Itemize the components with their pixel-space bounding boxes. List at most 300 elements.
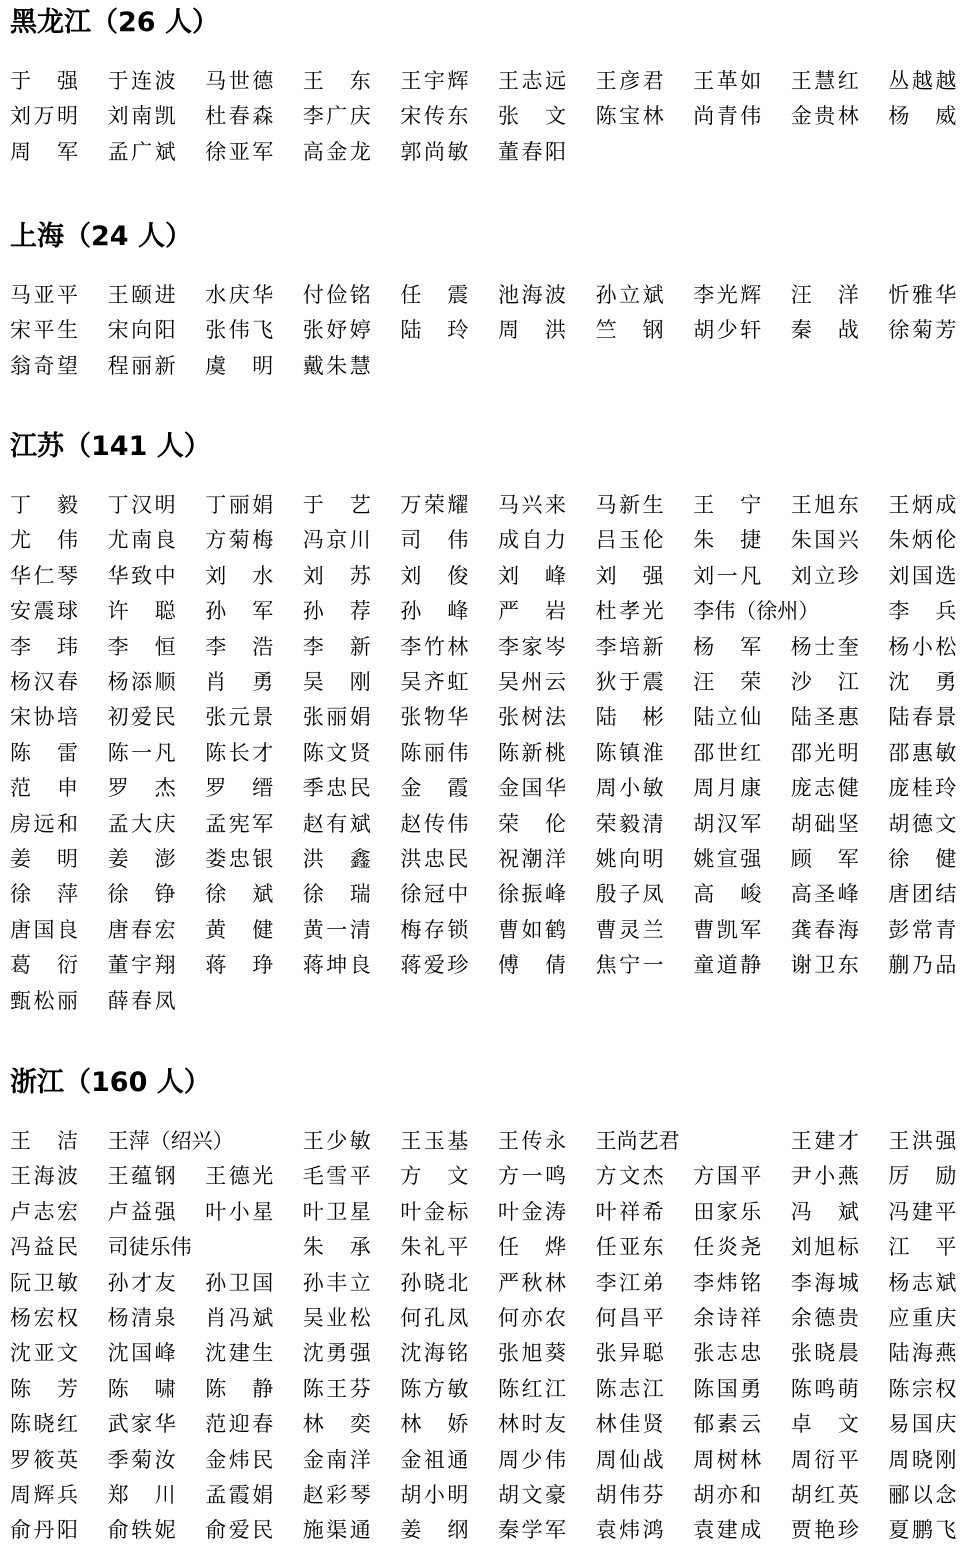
name-entry: 余 诗 祥 [693, 1306, 762, 1330]
name-entry: 袁 建 成 [693, 1518, 762, 1543]
name-entry: 易 国 庆 [888, 1412, 957, 1437]
name-entry: 严 岩 [498, 599, 566, 624]
name-entry: 叶 祥 希 [595, 1199, 664, 1224]
name-entry: 蒯 乃 品 [888, 953, 957, 978]
name-entry: 杨 威 [888, 104, 957, 129]
name-entry: 刘 苏 [302, 563, 371, 588]
name-entry: 朱 礼 平 [400, 1235, 469, 1260]
name-entry: 陈 芳 [10, 1376, 78, 1401]
name-entry: 司 伟 [400, 528, 469, 553]
name-entry: 王 玉 基 [400, 1129, 469, 1153]
name-entry: 张 妤 婷 [302, 318, 371, 343]
name-entry: 周 军 [10, 139, 78, 164]
name-entry: 罗 杰 [107, 776, 176, 801]
name-entry: 郁 素 云 [693, 1412, 762, 1437]
name-entry: 宋 协 培 [10, 705, 78, 730]
name-entry: 周 小 敏 [595, 776, 664, 801]
name-entry: 蒋 琤 [205, 953, 274, 978]
name-entry: 徐 瑞 [302, 882, 371, 907]
name-entry: 张 丽 娟 [302, 705, 371, 730]
name-entry: 万 荣 耀 [400, 493, 469, 517]
name-entry: 阮 卫 敏 [10, 1270, 78, 1295]
name-entry: 林 娇 [400, 1412, 469, 1437]
name-entry: 傅 倩 [498, 953, 566, 978]
name-entry: 姜 明 [10, 847, 78, 871]
name-entry: 余 德 贵 [790, 1306, 859, 1330]
name-entry: 孙 丰 立 [302, 1270, 371, 1295]
name-entry: 陈 宝 林 [595, 104, 664, 129]
name-entry: 孙 军 [205, 599, 274, 624]
name-entry: 贾 艳 珍 [790, 1518, 859, 1543]
name-entry: 田 家 乐 [693, 1199, 762, 1224]
name-entry: 许 聪 [107, 599, 176, 624]
name-entry: 陈 丽 伟 [400, 740, 469, 765]
name-entry: 于 连 波 [107, 69, 176, 93]
name-entry: 周 洪 [498, 318, 566, 343]
name-entry: 任 炎 尧 [693, 1235, 762, 1260]
name-entry: 俞 轶 妮 [107, 1518, 176, 1543]
name-entry: 陈 晓 红 [10, 1412, 78, 1437]
name-entry: 肖 勇 [205, 670, 274, 694]
name-entry: 王 慧 红 [790, 69, 859, 93]
name-entry: 武 家 华 [107, 1412, 176, 1437]
name-entry: 孟 广 斌 [107, 139, 176, 164]
name-entry: 吴 业 松 [302, 1306, 371, 1330]
name-entry: 胡 文 豪 [498, 1483, 566, 1507]
name-entry: 秦 战 [790, 318, 859, 343]
name-entry: 王 洪 强 [888, 1129, 957, 1153]
name-entry: 董 宇 翔 [107, 953, 176, 978]
name-entry: 殷 子 凤 [595, 882, 664, 907]
name-entry: 唐 春 宏 [107, 917, 176, 942]
name-entry: 杨 士 奎 [790, 634, 859, 659]
name-entry: 任 震 [400, 283, 469, 307]
name-entry: 王 革 如 [693, 69, 762, 93]
name-entry: 马 兴 来 [498, 493, 566, 517]
name-entry: 虞 明 [205, 353, 274, 378]
name-entry: 任 亚 东 [595, 1235, 664, 1260]
name-entry: 尚 青 伟 [693, 104, 762, 129]
name-entry: 杨 添 顺 [107, 670, 176, 694]
name-entry: 陆 海 燕 [888, 1341, 957, 1366]
name-entry: 马 新 生 [595, 493, 664, 517]
name-entry: 季 忠 民 [302, 776, 371, 801]
name-entry: 杨 宏 权 [10, 1306, 78, 1330]
name-entry: 李 伟 （ 徐 州 ） [693, 599, 820, 624]
name-entry: 冯 斌 [790, 1199, 859, 1224]
name-entry: 王 德 光 [205, 1164, 274, 1189]
name-entry: 施 渠 通 [302, 1518, 371, 1543]
name-entry: 陈 镇 淮 [595, 740, 664, 765]
name-entry: 王 宇 辉 [400, 69, 469, 93]
name-entry: 陆 玲 [400, 318, 469, 343]
name-entry: 陈 红 江 [498, 1376, 566, 1401]
name-entry: 李 新 [302, 634, 371, 659]
name-entry: 赵 彩 琴 [302, 1483, 371, 1507]
name-entry: 竺 钢 [595, 318, 664, 343]
name-entry: 于 强 [10, 69, 78, 93]
name-entry: 罗 筱 英 [10, 1447, 78, 1472]
name-entry: 何 昌 平 [595, 1306, 664, 1330]
name-entry: 刘 水 [205, 563, 274, 588]
name-entry: 孙 卫 国 [205, 1270, 274, 1295]
name-entry: 蒋 坤 良 [302, 953, 371, 978]
name-entry: 胡 红 英 [790, 1483, 859, 1507]
name-entry: 刘 峰 [498, 563, 566, 588]
name-entry: 方 文 杰 [595, 1164, 664, 1189]
name-entry: 沈 勇 强 [302, 1341, 371, 1366]
name-entry: 陆 立 仙 [693, 705, 762, 730]
name-entry: 季 菊 汝 [107, 1447, 176, 1472]
name-entry: 洪 鑫 [302, 847, 371, 871]
name-entry: 甄 松 丽 [10, 988, 78, 1013]
section-heading: 江苏（141 人） [10, 431, 211, 462]
name-entry: 孙 荐 [302, 599, 371, 624]
name-entry: 刘 强 [595, 563, 664, 588]
name-entry: 李 兵 [888, 599, 957, 624]
name-entry: 董 春 阳 [498, 139, 566, 164]
name-entry: 王 传 永 [498, 1129, 566, 1153]
name-entry: 朱 国 兴 [790, 528, 859, 553]
name-entry: 李 竹 林 [400, 634, 469, 659]
name-entry: 金 祖 通 [400, 1447, 469, 1472]
name-entry: 程 丽 新 [107, 353, 176, 378]
name-entry: 金 炜 民 [205, 1447, 274, 1472]
name-entry: 杜 春 森 [205, 104, 274, 129]
name-entry: 秦 学 军 [498, 1518, 566, 1543]
name-entry: 卢 益 强 [107, 1199, 176, 1224]
name-entry: 梅 存 锁 [400, 917, 469, 942]
name-entry: 吴 州 云 [498, 670, 566, 694]
name-entry: 周 少 伟 [498, 1447, 566, 1472]
name-entry: 王 东 [302, 69, 371, 93]
name-entry: 吴 刚 [302, 670, 371, 694]
name-entry: 张 晓 晨 [790, 1341, 859, 1366]
name-entry: 夏 鹏 飞 [888, 1518, 957, 1543]
name-entry: 卢 志 宏 [10, 1199, 78, 1224]
name-entry: 袁 炜 鸿 [595, 1518, 664, 1543]
name-entry: 焦 宁 一 [595, 953, 664, 978]
name-entry: 邵 光 明 [790, 740, 859, 765]
name-entry: 庞 桂 玲 [888, 776, 957, 801]
name-entry: 陈 国 勇 [693, 1376, 762, 1401]
name-entry: 徐 菊 芳 [888, 318, 957, 343]
name-entry: 娄 忠 银 [205, 847, 274, 871]
name-entry: 高 峻 [693, 882, 762, 907]
section-heading: 浙江（160 人） [10, 1067, 211, 1098]
name-entry: 张 树 法 [498, 705, 566, 730]
name-entry: 王 旭 东 [790, 493, 859, 517]
name-entry: 童 道 静 [693, 953, 762, 978]
name-entry: 李 海 城 [790, 1270, 859, 1295]
name-entry: 胡 础 坚 [790, 811, 859, 836]
name-entry: 蒋 爱 珍 [400, 953, 469, 978]
name-entry: 安 震 球 [10, 599, 78, 624]
name-entry: 曹 如 鹤 [498, 917, 566, 942]
name-entry: 孙 立 斌 [595, 283, 664, 307]
name-entry: 刘 立 珍 [790, 563, 859, 588]
name-entry: 孟 霞 娟 [205, 1483, 274, 1507]
name-entry: 汪 洋 [790, 283, 859, 307]
name-entry: 吕 玉 伦 [595, 528, 664, 553]
name-entry: 任 烨 [498, 1235, 566, 1260]
name-entry: 李 家 岑 [498, 634, 566, 659]
name-entry: 徐 冠 中 [400, 882, 469, 907]
name-entry: 王 蕴 钢 [107, 1164, 176, 1189]
name-entry: 李 培 新 [595, 634, 664, 659]
name-entry: 王 炳 成 [888, 493, 957, 517]
name-entry: 徐 亚 军 [205, 139, 274, 164]
name-entry: 张 异 聪 [595, 1341, 664, 1366]
name-entry: 金 霞 [400, 776, 469, 801]
name-entry: 池 海 波 [498, 283, 566, 307]
name-entry: 彭 常 青 [888, 917, 957, 942]
name-entry: 胡 汉 军 [693, 811, 762, 836]
name-entry: 付 俭 铭 [302, 283, 371, 307]
name-entry: 戴 朱 慧 [302, 353, 371, 378]
name-entry: 杨 志 斌 [888, 1270, 957, 1295]
name-entry: 杨 军 [693, 634, 762, 659]
name-entry: 陈 鸣 萌 [790, 1376, 859, 1401]
name-entry: 于 艺 [302, 493, 371, 517]
name-entry: 金 南 洋 [302, 1447, 371, 1472]
name-entry: 孙 才 友 [107, 1270, 176, 1295]
name-entry: 叶 金 标 [400, 1199, 469, 1224]
name-entry: 陈 宗 权 [888, 1376, 957, 1401]
name-entry: 孟 大 庆 [107, 811, 176, 836]
name-entry: 徐 健 [888, 847, 957, 871]
name-entry: 初 爱 民 [107, 705, 176, 730]
name-entry: 陈 志 江 [595, 1376, 664, 1401]
name-entry: 周 辉 兵 [10, 1483, 78, 1507]
name-entry: 邵 惠 敏 [888, 740, 957, 765]
name-entry: 王 萍 （ 绍 兴 ） [107, 1129, 234, 1153]
name-entry: 姜 纲 [400, 1518, 469, 1543]
name-entry: 陈 方 敏 [400, 1376, 469, 1401]
name-entry: 徐 萍 [10, 882, 78, 907]
name-entry: 何 亦 农 [498, 1306, 566, 1330]
name-entry: 唐 国 良 [10, 917, 78, 942]
name-entry: 姚 向 明 [595, 847, 664, 871]
name-entry: 宋 平 生 [10, 318, 78, 343]
name-entry: 毛 雪 平 [302, 1164, 371, 1189]
name-entry: 李 炜 铭 [693, 1270, 762, 1295]
name-entry: 孟 宪 军 [205, 811, 274, 836]
name-entry: 庞 志 健 [790, 776, 859, 801]
name-entry: 沈 勇 [888, 670, 957, 694]
name-entry: 朱 炳 伦 [888, 528, 957, 553]
name-entry: 张 旭 葵 [498, 1341, 566, 1366]
name-entry: 王 海 波 [10, 1164, 78, 1189]
name-entry: 应 重 庆 [888, 1306, 957, 1330]
section-heading: 上海（24 人） [10, 221, 192, 252]
name-entry: 方 国 平 [693, 1164, 762, 1189]
name-entry: 曹 凯 军 [693, 917, 762, 942]
name-entry: 孙 晓 北 [400, 1270, 469, 1295]
name-entry: 成 自 力 [498, 528, 566, 553]
name-entry: 李 浩 [205, 634, 274, 659]
name-entry: 胡 德 文 [888, 811, 957, 836]
name-entry: 马 世 德 [205, 69, 274, 93]
name-entry: 邵 世 红 [693, 740, 762, 765]
name-entry: 张 物 华 [400, 705, 469, 730]
name-entry: 朱 捷 [693, 528, 762, 553]
name-entry: 叶 小 星 [205, 1199, 274, 1224]
name-entry: 俞 爱 民 [205, 1518, 274, 1543]
name-entry: 王 少 敏 [302, 1129, 371, 1153]
name-entry: 胡 小 明 [400, 1483, 469, 1507]
name-entry: 唐 团 结 [888, 882, 957, 907]
name-entry: 沈 海 铭 [400, 1341, 469, 1366]
name-entry: 周 树 林 [693, 1447, 762, 1472]
name-entry: 江 平 [888, 1235, 957, 1260]
name-entry: 周 仙 战 [595, 1447, 664, 1472]
name-entry: 徐 振 峰 [498, 882, 566, 907]
name-entry: 罗 缙 [205, 776, 274, 801]
name-entry: 张 元 景 [205, 705, 274, 730]
name-entry: 王 洁 [10, 1129, 78, 1153]
name-entry: 华 仁 琴 [10, 563, 78, 588]
name-entry: 朱 承 [302, 1235, 371, 1260]
name-entry: 方 一 鸣 [498, 1164, 566, 1189]
name-entry: 宋 传 东 [400, 104, 469, 129]
name-entry: 杨 汉 春 [10, 670, 78, 694]
name-entry: 王 颐 进 [107, 283, 176, 307]
name-entry: 姜 澎 [107, 847, 176, 871]
name-entry: 刘 南 凯 [107, 104, 176, 129]
name-entry: 陆 春 景 [888, 705, 957, 730]
name-entry: 王 志 远 [498, 69, 566, 93]
name-entry: 尤 伟 [10, 528, 78, 553]
name-entry: 房 远 和 [10, 811, 78, 836]
name-entry: 陈 雷 [10, 740, 78, 765]
name-entry: 狄 于 震 [595, 670, 664, 694]
name-entry: 张 伟 飞 [205, 318, 274, 343]
name-entry: 王 宁 [693, 493, 762, 517]
name-entry: 陈 一 凡 [107, 740, 176, 765]
name-entry: 胡 少 轩 [693, 318, 762, 343]
name-entry: 叶 金 涛 [498, 1199, 566, 1224]
name-entry: 陈 长 才 [205, 740, 274, 765]
name-entry: 陆 圣 惠 [790, 705, 859, 730]
name-entry: 徐 斌 [205, 882, 274, 907]
name-entry: 严 秋 林 [498, 1270, 566, 1295]
name-entry: 尹 小 燕 [790, 1164, 859, 1189]
name-entry: 胡 亦 和 [693, 1483, 762, 1507]
name-entry: 高 圣 峰 [790, 882, 859, 907]
name-entry: 谢 卫 东 [790, 953, 859, 978]
name-entry: 厉 励 [888, 1164, 957, 1189]
name-entry: 李 玮 [10, 634, 78, 659]
name-entry: 冯 益 民 [10, 1235, 78, 1260]
name-entry: 李 恒 [107, 634, 176, 659]
name-entry: 王 彦 君 [595, 69, 664, 93]
name-entry: 荣 伦 [498, 811, 566, 836]
name-entry: 丛 越 越 [888, 69, 957, 93]
name-entry: 张 志 忠 [693, 1341, 762, 1366]
name-entry: 刘 万 明 [10, 104, 78, 129]
name-entry: 郦 以 念 [888, 1483, 957, 1507]
name-entry: 顾 军 [790, 847, 859, 871]
name-entry: 郭 尚 敏 [400, 139, 469, 164]
name-entry: 龚 春 海 [790, 917, 859, 942]
name-entry: 陈 啸 [107, 1376, 176, 1401]
name-entry: 林 佳 贤 [595, 1412, 664, 1437]
name-entry: 沈 国 峰 [107, 1341, 176, 1366]
name-entry: 金 国 华 [498, 776, 566, 801]
name-entry: 沈 亚 文 [10, 1341, 78, 1366]
name-entry: 葛 衍 [10, 953, 78, 978]
name-entry: 李 江 弟 [595, 1270, 664, 1295]
name-entry: 杨 小 松 [888, 634, 957, 659]
name-entry: 丁 汉 明 [107, 493, 176, 517]
name-entry: 刘 旭 标 [790, 1235, 859, 1260]
name-entry: 周 衍 平 [790, 1447, 859, 1472]
name-entry: 王 尚 艺 君 [595, 1129, 680, 1153]
name-entry: 叶 卫 星 [302, 1199, 371, 1224]
name-entry: 金 贵 林 [790, 104, 859, 129]
name-entry: 徐 铮 [107, 882, 176, 907]
name-entry: 陈 王 芬 [302, 1376, 371, 1401]
name-entry: 俞 丹 阳 [10, 1518, 78, 1543]
name-entry: 郑 川 [107, 1483, 176, 1507]
name-entry: 荣 毅 清 [595, 811, 664, 836]
name-entry: 范 申 [10, 776, 78, 801]
name-entry: 陈 新 桃 [498, 740, 566, 765]
name-entry: 吴 齐 虹 [400, 670, 469, 694]
name-entry: 张 文 [498, 104, 566, 129]
name-entry: 林 时 友 [498, 1412, 566, 1437]
name-entry: 肖 冯 斌 [205, 1306, 274, 1330]
name-entry: 王 建 才 [790, 1129, 859, 1153]
name-entry: 周 月 康 [693, 776, 762, 801]
name-entry: 冯 建 平 [888, 1199, 957, 1224]
name-entry: 宋 向 阳 [107, 318, 176, 343]
name-entry: 李 广 庆 [302, 104, 371, 129]
name-entry: 方 文 [400, 1164, 469, 1189]
name-entry: 孙 峰 [400, 599, 469, 624]
name-entry: 翁 奇 望 [10, 353, 78, 378]
name-entry: 祝 潮 洋 [498, 847, 566, 871]
name-entry: 丁 毅 [10, 493, 78, 517]
name-entry: 冯 京 川 [302, 528, 371, 553]
name-entry: 陈 文 贤 [302, 740, 371, 765]
name-entry: 李 光 辉 [693, 283, 762, 307]
name-entry: 汪 荣 [693, 670, 762, 694]
name-entry: 高 金 龙 [302, 139, 371, 164]
name-entry: 刘 俊 [400, 563, 469, 588]
name-entry: 马 亚 平 [10, 283, 78, 307]
name-entry: 刘 国 选 [888, 563, 957, 588]
name-entry: 薛 春 凤 [107, 988, 176, 1013]
name-entry: 丁 丽 娟 [205, 493, 274, 517]
name-entry: 范 迎 春 [205, 1412, 274, 1437]
name-entry: 何 孔 凤 [400, 1306, 469, 1330]
name-entry: 洪 忠 民 [400, 847, 469, 871]
name-entry: 华 致 中 [107, 563, 176, 588]
name-entry: 姚 宣 强 [693, 847, 762, 871]
name-entry: 尤 南 良 [107, 528, 176, 553]
name-entry: 沙 江 [790, 670, 859, 694]
name-entry: 赵 有 斌 [302, 811, 371, 836]
name-entry: 林 奕 [302, 1412, 371, 1437]
name-entry: 周 晓 刚 [888, 1447, 957, 1472]
name-entry: 杨 清 泉 [107, 1306, 176, 1330]
name-entry: 黄 健 [205, 917, 274, 942]
name-entry: 曹 灵 兰 [595, 917, 664, 942]
name-entry: 赵 传 伟 [400, 811, 469, 836]
name-entry: 司 徒 乐 伟 [107, 1235, 192, 1260]
